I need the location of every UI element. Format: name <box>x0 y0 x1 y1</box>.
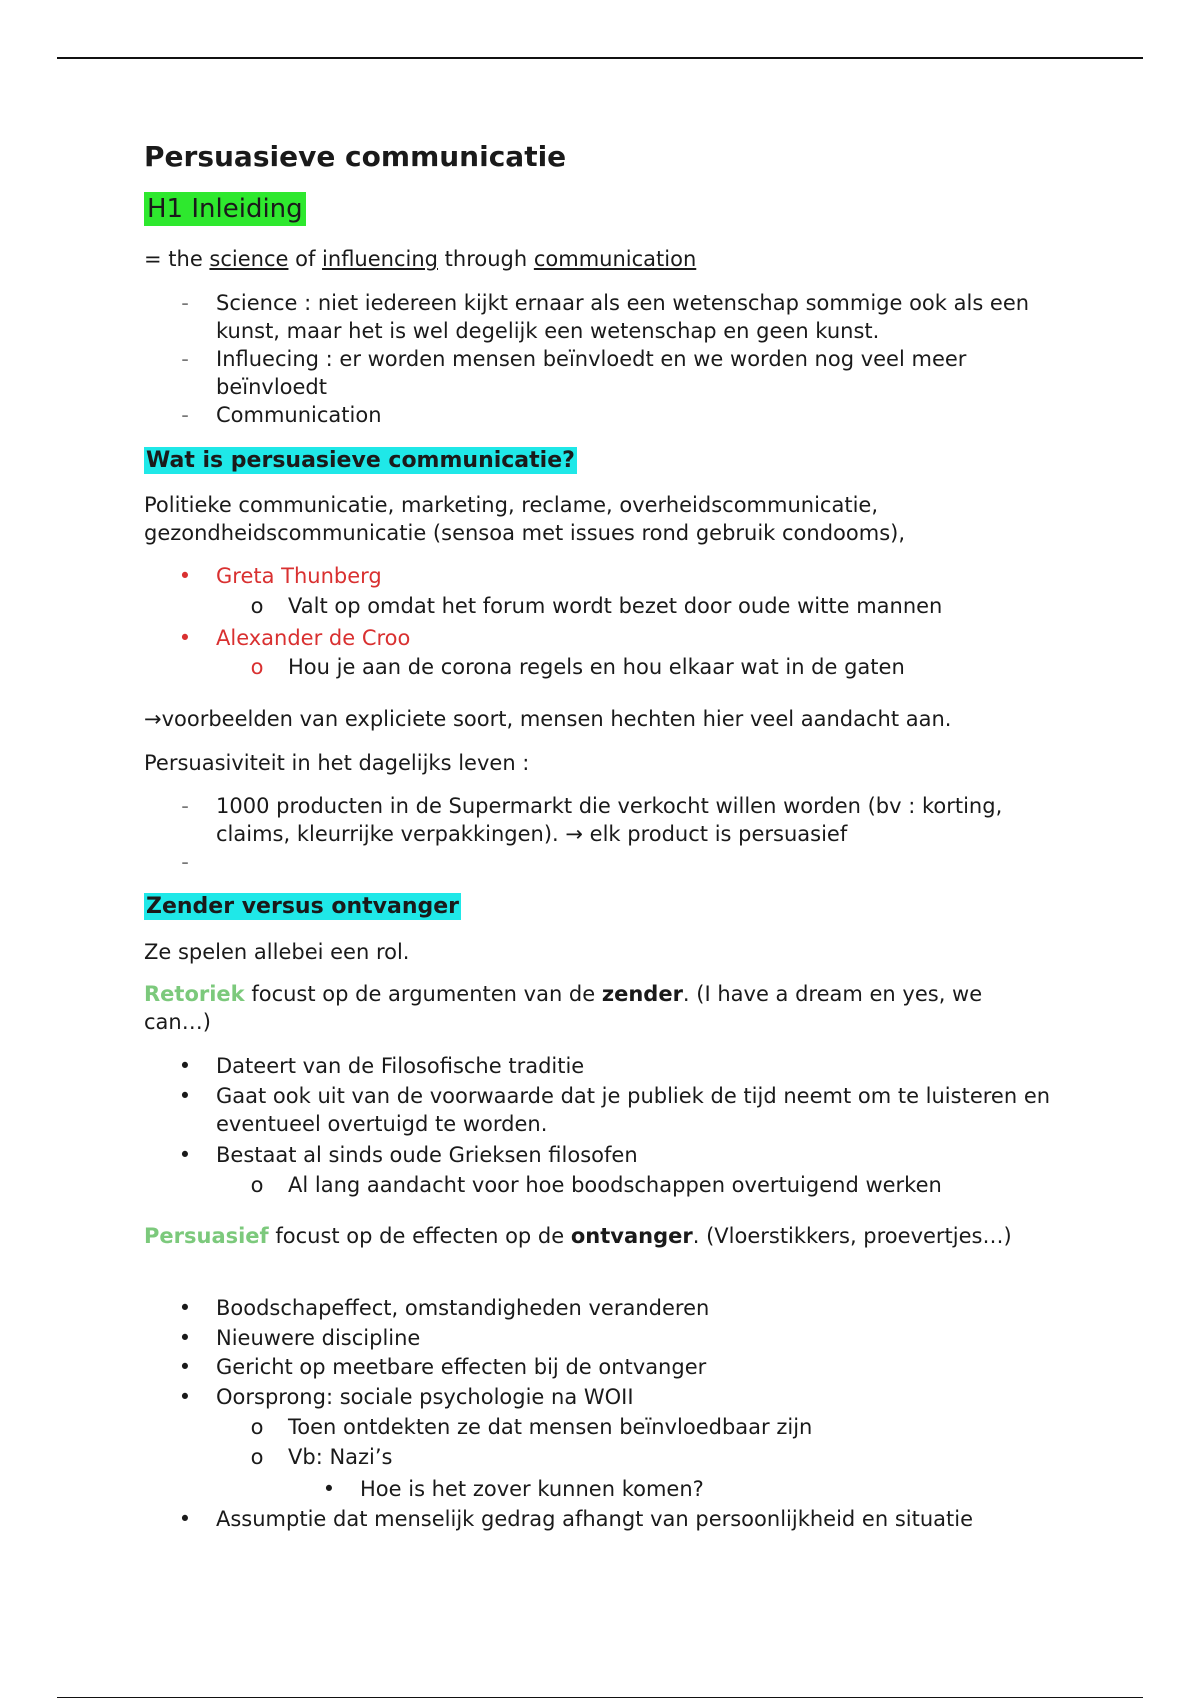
bullet-marker: • <box>322 1477 336 1501</box>
circle-marker: o <box>250 594 264 618</box>
list-item: • Boodschapeffect, omstandigheden veranderen <box>178 1296 710 1320</box>
term-communication: communication <box>533 247 697 271</box>
dash-marker: - <box>181 291 189 315</box>
list-item: - 1000 producten in de Supermarkt die verkocht willen worden (bv : korting, claims, kleurrijke verpakkingen). → elk product is persuasief <box>144 792 1064 848</box>
persuasief-list <box>144 1324 1064 1352</box>
list-item: • Dateert van de Filosofische traditie <box>178 1054 585 1078</box>
sub-list <box>144 1413 1064 1441</box>
bullet-marker: • <box>178 626 192 650</box>
daily-list <box>144 792 1064 876</box>
chapter-heading: H1 Inleiding <box>144 192 306 226</box>
list-item: o Valt op omdat het forum wordt bezet door oude witte mannen <box>250 594 943 618</box>
bullet-marker: • <box>178 1143 192 1167</box>
persuasief-list <box>144 1294 1064 1322</box>
list-item: • Alexander de Croo <box>178 626 411 650</box>
definition-prefix: = the <box>144 247 210 271</box>
persuasief-list <box>144 1383 1064 1411</box>
circle-marker: o <box>250 1445 264 1469</box>
term-influencing: influencing <box>322 247 438 271</box>
list-item: o Al lang aandacht voor hoe boodschappen overtuigend werken <box>250 1173 942 1197</box>
bullet-marker: • <box>178 1054 192 1078</box>
dash-marker: - <box>181 347 189 371</box>
term-science: science <box>209 247 289 271</box>
circle-marker: o <box>250 1415 264 1439</box>
list-item: - Influecing : er worden mensen beïnvloedt en we worden nog veel meer beïnvloedt <box>144 345 1064 401</box>
paragraph: Persuasiviteit in het dagelijks leven : <box>144 751 530 775</box>
list-item: o Toen ontdekten ze dat mensen beïnvloedbaar zijn <box>250 1415 813 1439</box>
persuasief-list <box>144 1505 1064 1533</box>
definition-line <box>144 245 696 273</box>
persuasief-term: Persuasief <box>144 1224 269 1248</box>
definition-of: of <box>288 247 323 271</box>
list-item: o Hou je aan de corona regels en hou elkaar wat in de gaten <box>250 655 905 679</box>
bottom-rule <box>57 1697 1143 1698</box>
bullet-marker: • <box>178 1326 192 1350</box>
top-rule <box>57 57 1143 59</box>
list-item: • Bestaat al sinds oude Grieksen filosofen <box>178 1143 638 1167</box>
list-item: • Gericht op meetbare effecten bij de ontvanger <box>178 1355 707 1379</box>
list-item: • Gaat ook uit van de voorwaarde dat je publiek de tijd neemt om te luisteren en eventueel overtuigd te worden. <box>178 1084 1051 1136</box>
list-item: • Nieuwere discipline <box>178 1326 421 1350</box>
circle-marker: o <box>250 655 264 679</box>
retoriek-list <box>144 1082 1064 1138</box>
paragraph: Ze spelen allebei een rol. <box>144 940 410 964</box>
definition-list <box>144 289 1064 429</box>
sub-list <box>144 592 1064 620</box>
example-list <box>144 624 1064 652</box>
bullet-marker: • <box>178 1385 192 1409</box>
list-item: - Communication <box>144 401 1064 429</box>
list-item: • Hoe is het zover kunnen komen? <box>322 1477 704 1501</box>
sub-list <box>144 1171 1064 1199</box>
sub-list <box>144 1443 1064 1471</box>
bullet-marker: • <box>178 1296 192 1320</box>
list-item: o Vb: Nazi’s <box>250 1445 393 1469</box>
list-item: - Science : niet iedereen kijkt ernaar als een wetenschap sommige ook als een kunst, maar het is wel degelijk een wetenschap en geen kunst. <box>144 289 1064 345</box>
section-heading: Zender versus ontvanger <box>146 894 459 919</box>
example-list <box>144 562 1064 590</box>
dash-marker: - <box>181 403 189 427</box>
list-item: • Greta Thunberg <box>178 564 382 588</box>
bullet-marker: • <box>178 564 192 588</box>
retoriek-list <box>144 1052 1064 1080</box>
bullet-marker: • <box>178 1084 192 1108</box>
sub-sub-list <box>144 1475 1064 1503</box>
circle-marker: o <box>250 1173 264 1197</box>
dash-marker: - <box>181 794 189 818</box>
paragraph: →voorbeelden van expliciete soort, mensen hechten hier veel aandacht aan. <box>144 707 952 731</box>
document-title: Persuasieve communicatie <box>144 140 567 173</box>
sub-list <box>144 653 1064 681</box>
section-heading: Wat is persuasieve communicatie? <box>146 448 575 473</box>
bullet-marker: • <box>178 1507 192 1531</box>
list-item <box>144 848 1064 876</box>
list-item: • Assumptie dat menselijk gedrag afhangt van persoonlijkheid en situatie <box>178 1507 974 1531</box>
list-item: • Oorsprong: sociale psychologie na WOII <box>178 1385 634 1409</box>
dash-marker: - <box>181 850 189 874</box>
persuasief-paragraph: Persuasief focust op de effecten op de ontvanger. (Vloerstikkers, proevertjes…) <box>144 1224 1012 1248</box>
retoriek-paragraph: Retoriek focust op de argumenten van de zender. (I have a dream en yes, we can…) <box>144 982 983 1034</box>
persuasief-list <box>144 1353 1064 1381</box>
retoriek-list <box>144 1141 1064 1169</box>
bullet-marker: • <box>178 1355 192 1379</box>
paragraph: Politieke communicatie, marketing, reclame, overheidscommunicatie, gezondheidscommunicatie (sensoa met issues rond gebruik condooms), <box>144 493 906 545</box>
definition-through: through <box>437 247 534 271</box>
retoriek-term: Retoriek <box>144 982 245 1006</box>
